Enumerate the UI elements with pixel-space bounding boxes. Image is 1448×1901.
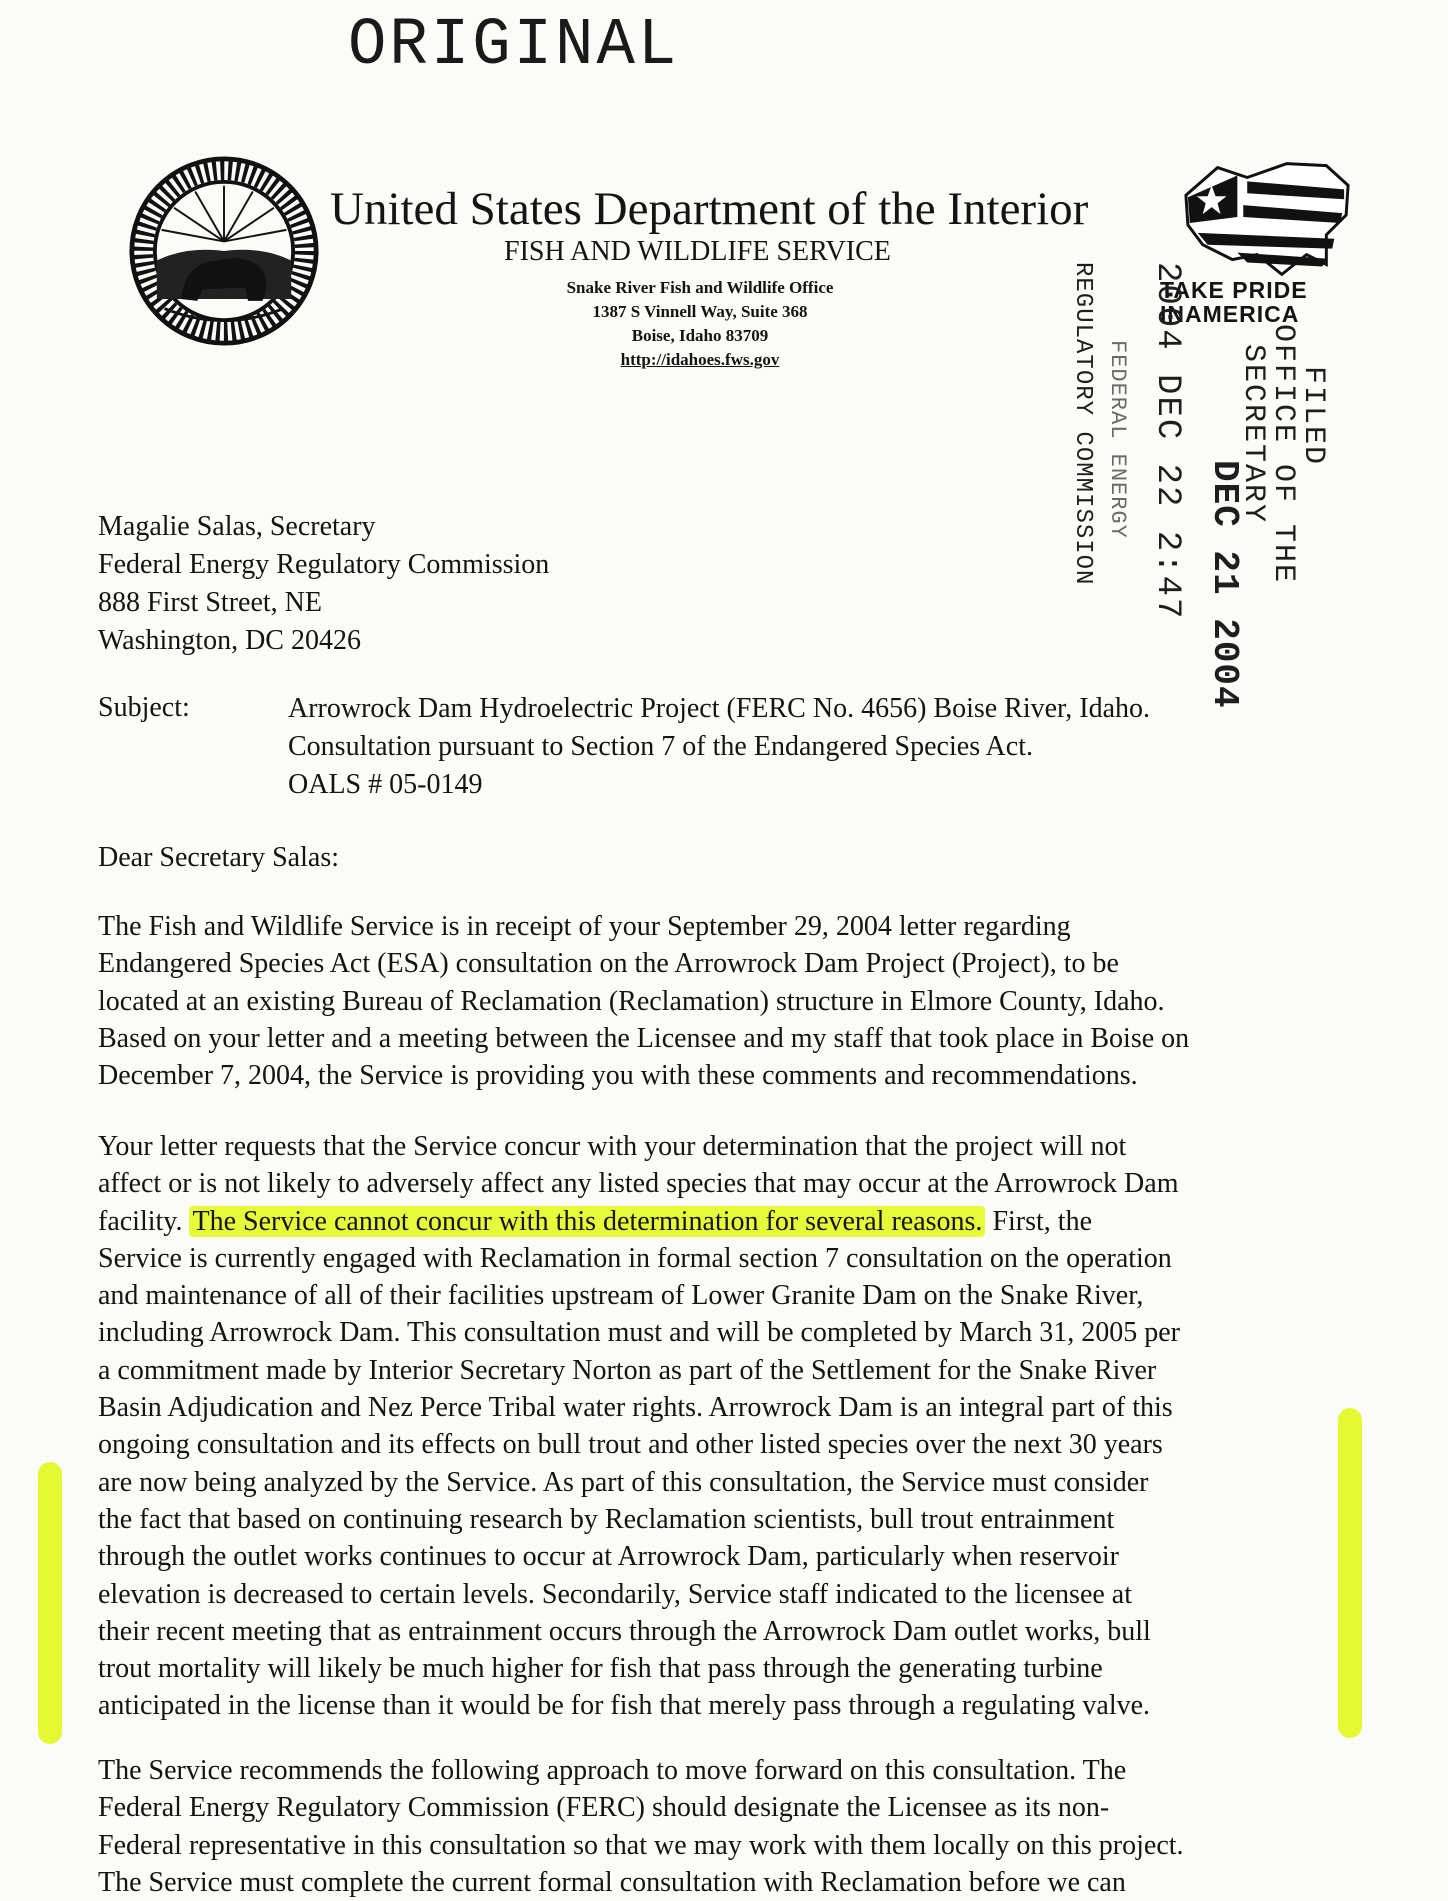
- paragraph-2-line: elevation is decreased to certain levels. Secondarily, Service staff indicated to the licensee at: [98, 1578, 1133, 1610]
- service-name: FISH AND WILDLIFE SERVICE: [504, 236, 891, 267]
- paragraph-1-line: located at an existing Bureau of Reclamation (Reclamation) structure in Elmore County, Idaho.: [98, 985, 1165, 1017]
- recipient-org: Federal Energy Regulatory Commission: [98, 549, 550, 580]
- take-pride-line1: TAKE PRIDE: [1160, 277, 1308, 303]
- filed-stamp-line2: OFFICE OF THE: [1266, 324, 1300, 585]
- paragraph-2-line: the fact that based on continuing research by Reclamation scientists, bull trout entrainment: [98, 1503, 1115, 1535]
- highlighted-sentence: The Service cannot concur with this determination for several reasons.: [189, 1206, 985, 1237]
- paragraph-3: [98, 1752, 1358, 1901]
- paragraph-3-line: The Service must complete the current formal consultation with Reclamation before we can: [98, 1866, 1126, 1898]
- take-pride-line2: INAMERICA: [1160, 301, 1300, 327]
- subject-line3: OALS # 05-0149: [288, 769, 483, 800]
- paragraph-2: [98, 1128, 1358, 1725]
- right-margin-highlight-mark: [1338, 1408, 1362, 1738]
- paragraph-2-line3-pre: facility.: [98, 1205, 183, 1237]
- paragraph-2-line: Your letter requests that the Service concur with your determination that the project will not: [98, 1131, 1127, 1162]
- office-street: 1387 S Vinnell Way, Suite 368: [592, 302, 808, 321]
- left-margin-highlight-mark: [38, 1462, 62, 1744]
- paragraph-2-line: [98, 1203, 1358, 1240]
- paragraph-2-line: Service is currently engaged with Reclamation in formal section 7 consultation on the operation: [98, 1242, 1172, 1274]
- filed-stamp-date: DEC 21 2004: [1204, 460, 1245, 709]
- paragraph-2-line: Basin Adjudication and Nez Perce Tribal water rights. Arrowrock Dam is an integral part of this: [98, 1392, 1173, 1424]
- salutation: Dear Secretary Salas:: [98, 842, 339, 873]
- received-stamp-line1: REGULATORY COMMISSION: [1069, 262, 1096, 586]
- recipient-name: Magalie Salas, Secretary: [98, 511, 376, 542]
- paragraph-1-line: December 7, 2004, the Service is providing you with these comments and recommendations.: [98, 1060, 1138, 1092]
- recipient-address: [98, 508, 549, 660]
- paragraph-1: [98, 908, 1358, 1094]
- paragraph-2-line: affect or is not likely to adversely affect any listed species that may occur at the Arrowrock Dam: [98, 1168, 1179, 1200]
- received-stamp-date: 2004 DEC 22 2:47: [1148, 262, 1186, 621]
- office-name: Snake River Fish and Wildlife Office: [566, 278, 834, 297]
- department-title: United States Department of the Interior: [330, 183, 1089, 235]
- paragraph-1-line: Endangered Species Act (ESA) consultation on the Arrowrock Dam Project (Project), to be: [98, 948, 1119, 980]
- paragraph-2-line: and maintenance of all of their facilities upstream of Lower Granite Dam on the Snake River,: [98, 1280, 1144, 1312]
- doi-seal-icon: [128, 155, 320, 347]
- paragraph-1-line: Based on your letter and a meeting between the Licensee and my staff that took place in Boise on: [98, 1022, 1190, 1054]
- paragraph-2-line: through the outlet works continues to occur at Arrowrock Dam, particularly when reservoir: [98, 1541, 1119, 1573]
- paragraph-2-line: a commitment made by Interior Secretary Norton as part of the Settlement for the Snake River: [98, 1354, 1157, 1386]
- recipient-city: Washington, DC 20426: [98, 625, 361, 656]
- filed-stamp-line3: SECRETARY: [1236, 344, 1270, 525]
- paragraph-1-line: The Fish and Wildlife Service is in receipt of your September 29, 2004 letter regarding: [98, 911, 1071, 942]
- paragraph-3-line: Federal Energy Regulatory Commission (FERC) should designate the Licensee as its non-: [98, 1792, 1110, 1824]
- office-address: [500, 276, 900, 372]
- paragraph-2-line: including Arrowrock Dam. This consultation must and will be completed by March 31, 2005 per: [98, 1317, 1180, 1349]
- office-city: Boise, Idaho 83709: [631, 326, 769, 345]
- paragraph-2-line: are now being analyzed by the Service. As part of this consultation, the Service must consider: [98, 1466, 1149, 1498]
- paragraph-3-line: The Service recommends the following approach to move forward on this consultation. The: [98, 1755, 1127, 1786]
- filed-stamp-line1: FILED: [1296, 366, 1330, 467]
- paragraph-2-line: anticipated in the license than it would be for fish that merely pass through a regulating valve.: [98, 1690, 1151, 1722]
- received-stamp-line2: FEDERAL ENERGY: [1105, 340, 1130, 539]
- paragraph-2-line3-post: First, the: [992, 1205, 1092, 1237]
- paragraph-2-line: ongoing consultation and its effects on bull trout and other listed species over the next 30 years: [98, 1429, 1163, 1461]
- recipient-street: 888 First Street, NE: [98, 587, 322, 618]
- subject-text: [288, 690, 1150, 804]
- subject-label: Subject:: [98, 692, 190, 723]
- paragraph-2-line: trout mortality will likely be much higher for fish that pass through the generating turbine: [98, 1653, 1103, 1685]
- paragraph-2-line: their recent meeting that as entrainment occurs through the Arrowrock Dam outlet works, bull: [98, 1615, 1151, 1647]
- subject-line2: Consultation pursuant to Section 7 of the Endangered Species Act.: [288, 731, 1033, 762]
- office-url[interactable]: http://idahoes.fws.gov: [620, 350, 780, 369]
- subject-line1: Arrowrock Dam Hydroelectric Project (FERC No. 4656) Boise River, Idaho.: [288, 693, 1151, 724]
- paragraph-3-line: Federal representative in this consultation so that we may work with them locally on this project.: [98, 1829, 1184, 1861]
- take-pride-flag-map-icon: [1178, 155, 1356, 285]
- original-stamp: ORIGINAL: [348, 8, 680, 84]
